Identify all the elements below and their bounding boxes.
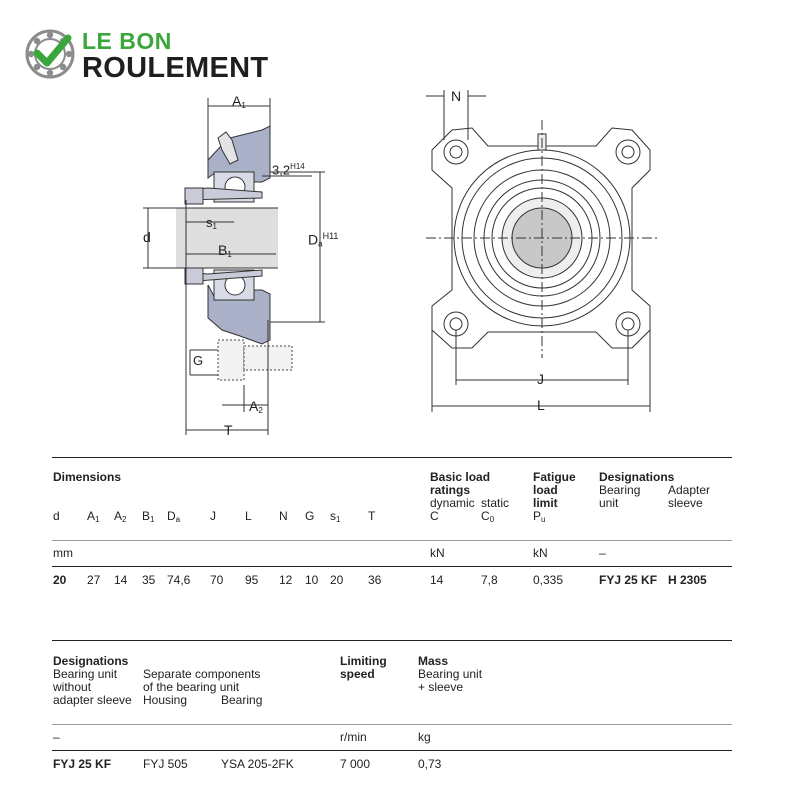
unit-mm: mm [53,546,73,560]
label-a2: $A_2$ [249,398,263,415]
label-g: G [193,353,204,368]
table1-header-load-dynamic: dynamic [430,496,475,510]
table1-mid-rule [52,540,732,541]
table1-header-designations: Designations [599,470,675,484]
t2-val-mass: 0,73 [418,757,442,771]
table2-unit-rule [52,750,732,751]
table1-header-bearing: Bearing [599,483,641,497]
table2-header-sep-2: of the bearing unit [143,680,240,694]
val-b1: 35 [142,573,156,587]
sym-j: J [210,509,216,523]
sym-b1: $B_1$ [142,509,155,524]
front-view [426,90,660,412]
table2-header-mass-1: Mass [418,654,449,668]
unit-kn-fatigue: kN [533,546,548,560]
label-dim-32: $3,2^{H14}$ [272,162,305,178]
label-n: N [451,88,462,104]
sym-s1: $s_1$ [330,509,341,524]
t2-unit-kg: kg [418,730,431,744]
val-bearing-unit: FYJ 25 KF [599,573,658,587]
t2-val-bearing-unit: FYJ 25 KF [53,757,112,771]
sym-t: T [368,509,376,523]
table1-header-adapter: Adapter [668,483,711,497]
table1-unit-rule [52,566,732,567]
label-j: J [537,371,544,387]
sym-a1: $A_1$ [87,509,100,524]
table2-header-bu-1: Bearing unit [53,667,118,681]
val-t: 36 [368,573,382,587]
table1-header-dimensions: Dimensions [53,470,122,484]
sym-d: d [53,509,60,523]
table2-header-mass-3: + sleeve [418,680,464,694]
table2-header-designations: Designations [53,654,129,668]
sym-da: $D_a$ [167,509,181,524]
table2-mid-rule [52,724,732,725]
table2-header-bearing: Bearing [221,693,263,707]
t2-val-bearing: YSA 205-2FK [221,757,294,771]
table2-header-speed-2: speed [340,667,375,681]
val-d: 20 [53,573,67,587]
val-a1: 27 [87,573,101,587]
val-c: 14 [430,573,444,587]
val-g: 10 [305,573,319,587]
table2-header-bu-2: without [53,680,92,694]
brand-name-line2: ROULEMENT [82,52,269,84]
sym-n: N [279,509,288,523]
t2-unit-dash: – [53,730,60,744]
label-b1: $B_1$ [218,242,232,259]
sym-l: L [245,509,252,523]
sym-g: G [305,509,315,523]
val-pu: 0,335 [533,573,564,587]
label-da: $D_a^{H11}$ [308,231,339,249]
label-s1: $s_1$ [206,215,217,231]
val-adapter-sleeve: H 2305 [668,573,707,587]
table1-header-c0: $C_0$ [481,509,495,524]
table1-header-fatigue-2: load [533,483,558,497]
table2-header-sep-1: Separate components [143,667,261,681]
label-l: L [537,397,545,413]
brand-name-line1: LE BON [82,28,172,54]
t2-val-housing: FYJ 505 [143,757,188,771]
val-s1: 20 [330,573,344,587]
table1-header-load-2: ratings [430,483,471,497]
table2-header-bu-3: adapter sleeve [53,693,132,707]
val-j: 70 [210,573,224,587]
t2-unit-rmin: r/min [340,730,367,744]
section-view [143,98,325,438]
table1-header-sleeve: sleeve [668,496,703,510]
table1-header-fatigue-3: limit [533,496,558,510]
val-n: 12 [279,573,293,587]
table2-header-housing: Housing [143,693,188,707]
table1-header-load-static: static [481,496,510,510]
label-d: d [143,229,151,245]
val-a2: 14 [114,573,128,587]
val-da: 74,6 [167,573,191,587]
sym-a2: $A_2$ [114,509,127,524]
label-t: T [224,422,233,438]
unit-dash: – [599,546,606,560]
val-c0: 7,8 [481,573,498,587]
label-a1: $A_1$ [232,93,246,110]
table2-top-rule [52,640,732,641]
table1-top-rule [52,457,732,458]
table1-header-load-1: Basic load [430,470,491,484]
unit-kn-load: kN [430,546,445,560]
table1-header-fatigue-1: Fatigue [533,470,576,484]
val-l: 95 [245,573,259,587]
table2-header-speed-1: Limiting [340,654,387,668]
table1-header-c: C [430,509,439,523]
table1-header-unit: unit [599,496,619,510]
table2-header-mass-2: Bearing unit [418,667,483,681]
table1-header-pu: $P_u$ [533,509,546,524]
t2-val-speed: 7 000 [340,757,371,771]
